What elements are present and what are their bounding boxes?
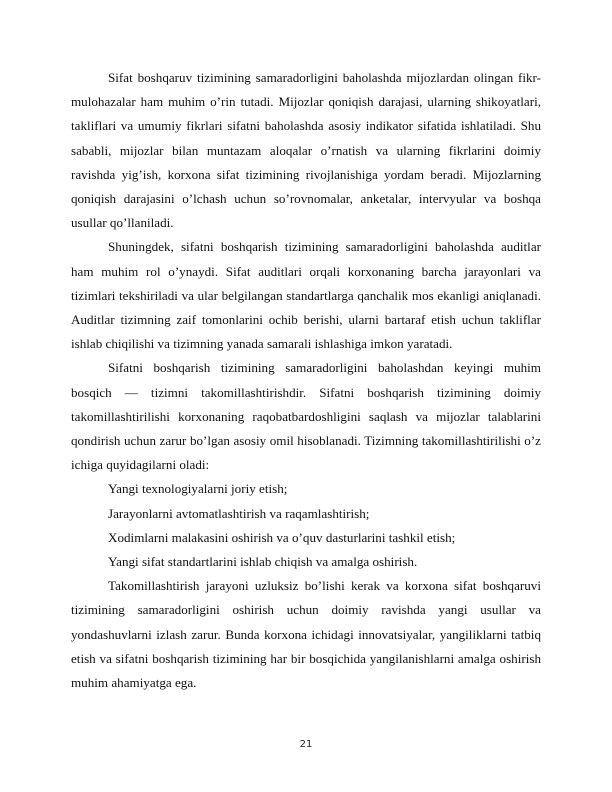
page-body <box>71 66 541 695</box>
paragraph-improvement: Sifatni boshqarish tizimining samaradorligini baholashdan keyingi muhim bosqich — tizimni takomillashtirishdir. Sifatni boshqarish tizimining doimiy takomillashtirilishi korxonaning raqobatbardoshligini saqlash va mijozlar talablarini qondirish uchun zarur bo’lgan asosiy omil hisoblanadi. Tizimning takomillashtirilishi o’z ichiga quyidagilarni oladi: <box>71 360 541 473</box>
list-item: Xodimlarni malakasini oshirish va o’quv dasturlarini tashkil etish; <box>108 529 456 545</box>
list-item: Jarayonlarni avtomatlashtirish va raqamlashtirish; <box>108 505 370 521</box>
paragraph-audits: Shuningdek, sifatni boshqarish tizimining samaradorligini baholashda auditlar ham muhim rol o’ynaydi. Sifat auditlari orqali korxonaning barcha jarayonlari va tizimlari tekshiriladi va ular belgilangan standartlarga qanchalik mos ekanligi aniqlanadi. Auditlar tizimning zaif tomonlarini ochib berishi, ularni bartaraf etish uchun takliflar ishlab chiqilishi va tizimning yanada samarali ishlashiga imkon yaratadi. <box>71 239 541 352</box>
list-item: Yangi texnologiyalarni joriy etish; <box>108 481 288 497</box>
paragraph-customer-feedback: Sifat boshqaruv tizimining samaradorligini baholashda mijozlardan olingan fikr-mulohazalar ham muhim o’rin tutadi. Mijozlar qoniqish darajasi, ularning shikoyatlari, takliflari va umumiy fikrlari sifatni baholashda asosiy indikator sifatida ishlatiladi. Shu sababli, mijozlar bilan muntazam aloqalar o’rnatish va ularning fikrlarini doimiy ravishda yig’ish, korxona sifat tizimining rivojlanishiga yordam beradi. Mijozlarning qoniqish darajasini o’lchash uchun so’rovnomalar, anketalar, intervyular va boshqa usullar qo’llaniladi. <box>71 70 541 231</box>
paragraph-closing: Takomillashtirish jarayoni uzluksiz bo’lishi kerak va korxona sifat boshqaruvi tizimining samaradorligini oshirish uchun doimiy ravishda yangi usullar va yondashuvlarni izlash zarur. Bunda korxona ichidagi innovatsiyalar, yangiliklarni tatbiq etish va sifatni boshqarish tizimining har bir bosqichida yangilanishlarni amalga oshirish muhim ahamiyatga ega. <box>71 578 541 691</box>
page-number: 21 <box>299 739 313 750</box>
list-item: Yangi sifat standartlarini ishlab chiqish va amalga oshirish. <box>108 554 418 570</box>
